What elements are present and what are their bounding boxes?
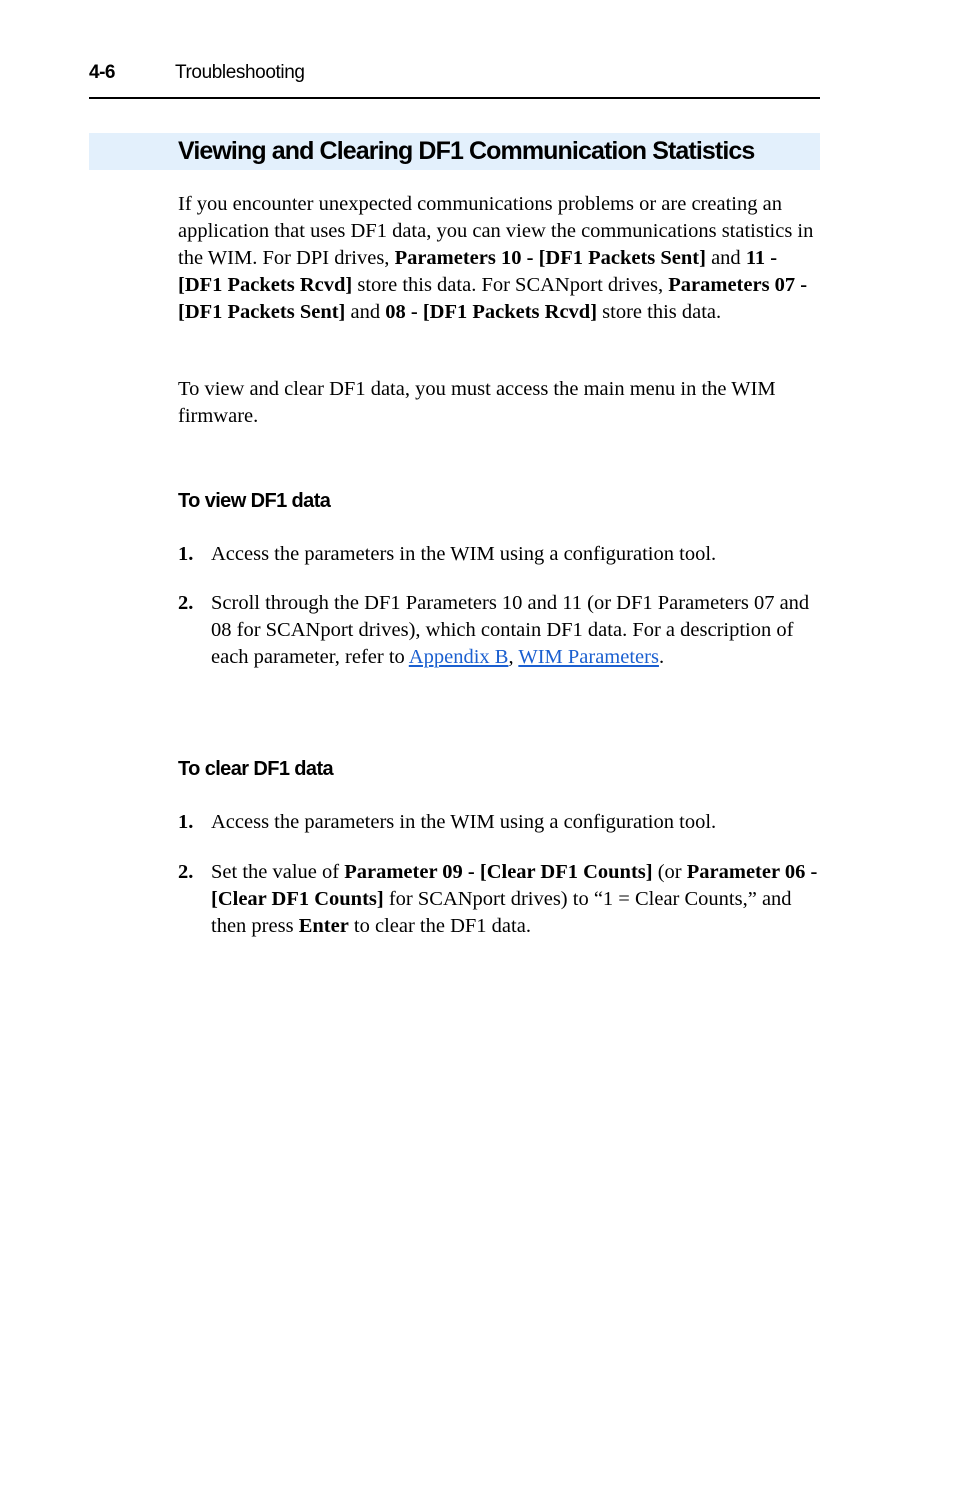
step-number: 1.: [178, 811, 194, 833]
enter-key-label: Enter: [298, 915, 349, 937]
view-df1-heading: To view DF1 data: [178, 490, 331, 512]
step-text: Access the parameters in the WIM using a configuration tool.: [211, 811, 717, 833]
clear-step-2: [178, 859, 823, 940]
intro-text: and: [345, 301, 386, 323]
step-text-part: for SCANport drives) to “1 = Clear Counts,” and then press: [211, 888, 792, 937]
appendix-b-link[interactable]: Appendix B: [408, 646, 509, 668]
clear-df1-heading: To clear DF1 data: [178, 758, 334, 780]
step-text-part: Scroll through the DF1 Parameters 10 and 11 (or DF1 Parameters 07 and 08 for SCANport drives), which contain DF1 data. For a description of each parameter, refer to: [211, 592, 810, 668]
step-text-part: Set the value of: [211, 861, 345, 883]
param-dpi-packets-rcvd: 11 - [DF1 Packets Rcvd]: [178, 247, 778, 296]
view-step-2: [178, 590, 823, 671]
intro-text: and: [705, 247, 746, 269]
param-clear-df1-counts-scanport: Parameter 06 - [Clear DF1 Counts]: [211, 861, 818, 910]
step-text-part: ,: [508, 646, 519, 668]
step-text: Access the parameters in the WIM using a configuration tool.: [211, 543, 717, 565]
intro-text: If you encounter unexpected communications problems or are creating an application that uses DF1 data, you can view the communications statistics in the WIM. For DPI drives,: [178, 193, 814, 269]
intro-paragraph: [178, 191, 823, 326]
intro-text: store this data.: [597, 301, 722, 323]
wim-parameters-link[interactable]: WIM Parameters: [518, 646, 659, 668]
step-number: 1.: [178, 543, 194, 565]
clear-step-1: [178, 809, 823, 836]
access-paragraph: To view and clear DF1 data, you must access the main menu in the WIM firmware.: [178, 378, 776, 427]
intro-text: store this data. For SCANport drives,: [352, 274, 669, 296]
step-text: [211, 590, 823, 671]
param-scanport-packets-rcvd: 08 - [DF1 Packets Rcvd]: [385, 301, 598, 323]
running-title: Troubleshooting: [175, 62, 305, 83]
step-text-part: to clear the DF1 data.: [348, 915, 531, 937]
step-number: 2.: [178, 861, 194, 883]
page-header: [89, 60, 820, 99]
step-text-part: (or: [652, 861, 687, 883]
step-text: [211, 859, 823, 940]
step-number: 2.: [178, 592, 194, 614]
page-number: 4-6: [89, 62, 115, 83]
param-clear-df1-counts-dpi: Parameter 09 - [Clear DF1 Counts]: [344, 861, 653, 883]
param-scanport-packets-sent: Parameters 07 - [DF1 Packets Sent]: [178, 274, 808, 323]
param-dpi-packets-sent: Parameters 10 - [DF1 Packets Sent]: [394, 247, 706, 269]
view-step-1: [178, 541, 823, 568]
section-title: Viewing and Clearing DF1 Communication Statistics: [178, 137, 755, 165]
step-text-part: .: [658, 646, 665, 668]
